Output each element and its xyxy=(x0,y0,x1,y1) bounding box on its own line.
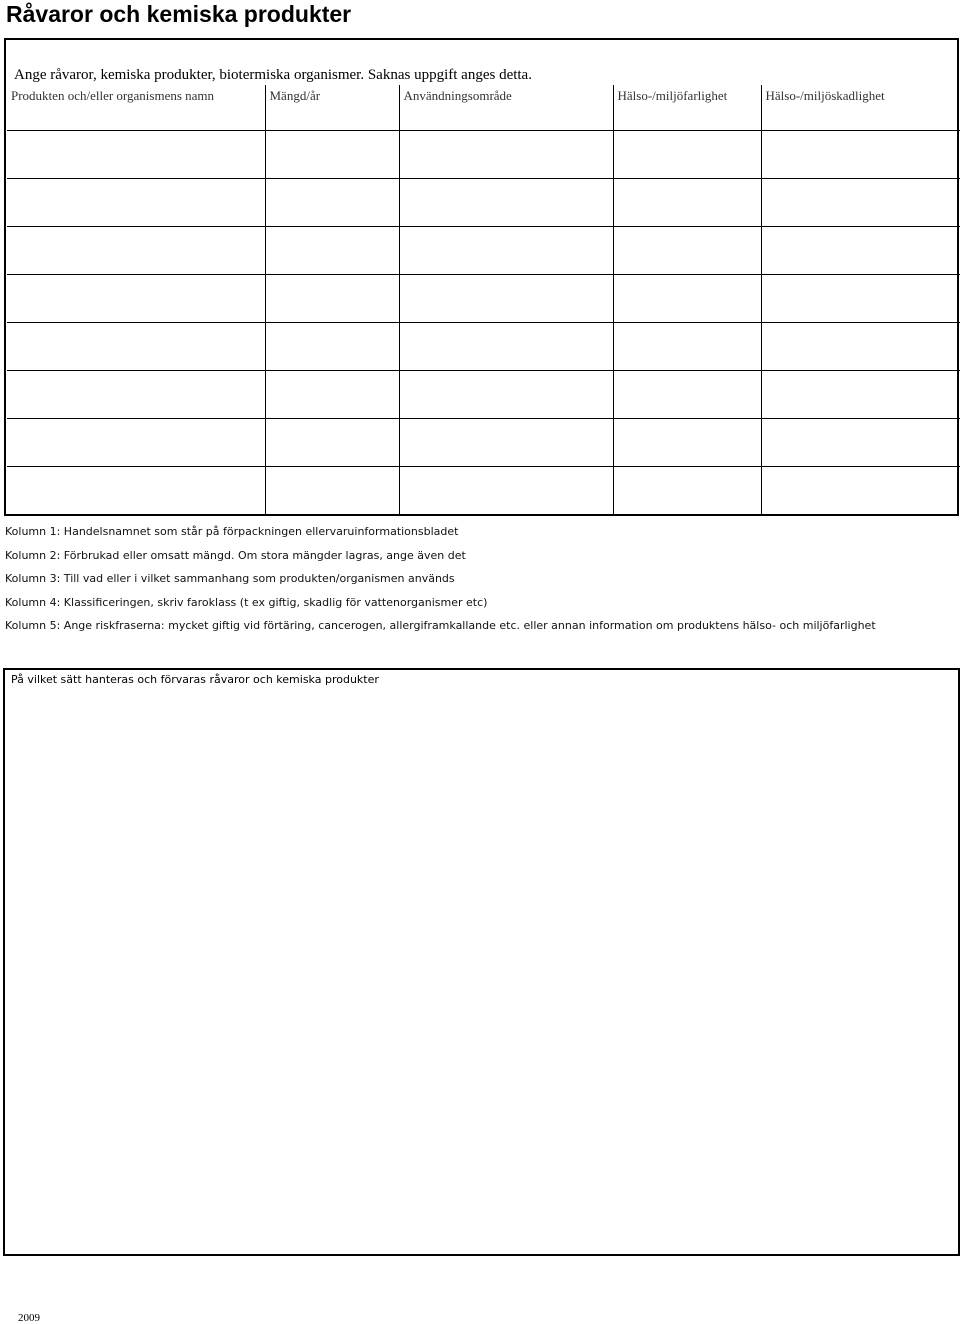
column-header-product-name: Produkten och/eller organismens namn xyxy=(7,85,265,130)
table-cell[interactable] xyxy=(613,274,761,322)
table-cell[interactable] xyxy=(7,466,265,514)
table-cell[interactable] xyxy=(399,370,613,418)
table-cell[interactable] xyxy=(399,418,613,466)
chemicals-form xyxy=(4,38,959,516)
table-cell[interactable] xyxy=(613,130,761,178)
table-row xyxy=(7,130,960,178)
page-title: Råvaror och kemiska produkter xyxy=(6,1,352,27)
table-cell[interactable] xyxy=(613,178,761,226)
table-row xyxy=(7,322,960,370)
document-year: 2009 xyxy=(18,1312,40,1324)
table-cell[interactable] xyxy=(265,466,399,514)
table-cell[interactable] xyxy=(399,322,613,370)
table-cell[interactable] xyxy=(265,322,399,370)
table-cell[interactable] xyxy=(761,130,960,178)
table-cell[interactable] xyxy=(399,274,613,322)
table-cell[interactable] xyxy=(265,274,399,322)
column-note-3: Kolumn 3: Till vad eller i vilket sammanhang som produkten/organismen används xyxy=(5,572,455,585)
table-cell[interactable] xyxy=(761,178,960,226)
table-cell[interactable] xyxy=(761,466,960,514)
table-cell[interactable] xyxy=(613,466,761,514)
column-note-2: Kolumn 2: Förbrukad eller omsatt mängd. Om stora mängder lagras, ange även det xyxy=(5,548,466,562)
table-cell[interactable] xyxy=(761,274,960,322)
table-cell[interactable] xyxy=(761,322,960,370)
column-note-5: Kolumn 5: Ange riskfraserna: mycket giftig vid förtäring, cancerogen, allergiframkallande etc. eller annan information om produktens hälso- och miljöfarlighet xyxy=(5,619,876,632)
table-row xyxy=(7,418,960,466)
handling-storage-field[interactable] xyxy=(3,668,960,1256)
table-row xyxy=(7,370,960,418)
column-notes xyxy=(5,525,876,643)
table-cell[interactable] xyxy=(613,418,761,466)
table-cell[interactable] xyxy=(613,226,761,274)
table-cell[interactable] xyxy=(265,226,399,274)
table-cell[interactable] xyxy=(7,178,265,226)
column-header-health-environment-harm: Hälso-/miljöskadlighet xyxy=(761,85,960,130)
table-cell[interactable] xyxy=(265,178,399,226)
table-cell[interactable] xyxy=(399,178,613,226)
table-cell[interactable] xyxy=(399,226,613,274)
column-header-amount-per-year: Mängd/år xyxy=(265,85,399,130)
table-cell[interactable] xyxy=(7,418,265,466)
table-cell[interactable] xyxy=(7,322,265,370)
table-row xyxy=(7,466,960,514)
column-header-health-environment-hazard: Hälso-/miljöfarlighet xyxy=(613,85,761,130)
table-row xyxy=(7,178,960,226)
table-cell[interactable] xyxy=(265,130,399,178)
table-cell[interactable] xyxy=(399,466,613,514)
column-note-1: Kolumn 1: Handelsnamnet som står på förpackningen ellervaruinformationsbladet xyxy=(5,525,459,538)
form-instructions: Ange råvaror, kemiska produkter, biotermiska organismer. Saknas uppgift anges detta. xyxy=(14,67,532,83)
table-row xyxy=(7,274,960,322)
table-cell[interactable] xyxy=(613,322,761,370)
table-cell[interactable] xyxy=(761,226,960,274)
table-cell[interactable] xyxy=(7,130,265,178)
table-cell[interactable] xyxy=(7,226,265,274)
table-cell[interactable] xyxy=(399,130,613,178)
table-cell[interactable] xyxy=(613,370,761,418)
table-cell[interactable] xyxy=(761,370,960,418)
column-header-usage-area: Användningsområde xyxy=(399,85,613,130)
column-note-4: Kolumn 4: Klassificeringen, skriv faroklass (t ex giftig, skadlig för vattenorganismer etc) xyxy=(5,595,488,609)
table-row xyxy=(7,226,960,274)
table-cell[interactable] xyxy=(7,274,265,322)
handling-storage-label: På vilket sätt hanteras och förvaras råvaror och kemiska produkter xyxy=(11,673,379,686)
table-cell[interactable] xyxy=(265,418,399,466)
table-cell[interactable] xyxy=(7,370,265,418)
table-header-row xyxy=(7,85,960,130)
table-cell[interactable] xyxy=(265,370,399,418)
chemicals-table xyxy=(7,85,960,514)
table-cell[interactable] xyxy=(761,418,960,466)
